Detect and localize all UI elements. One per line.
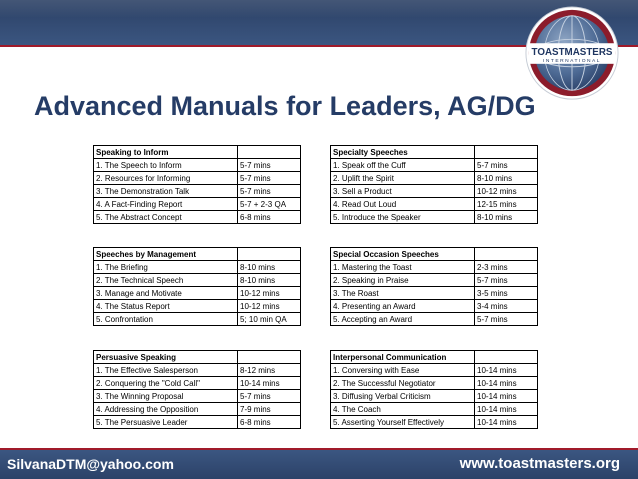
speech-name: 1. The Effective Salesperson (94, 364, 238, 377)
logo-main-text: TOASTMASTERS (531, 47, 613, 58)
speech-name: 1. Conversing with Ease (331, 364, 475, 377)
speech-name: 2. Uplift the Spirit (331, 172, 475, 185)
table-row (94, 377, 301, 390)
speech-duration: 7-9 mins (238, 403, 301, 416)
speech-name: 4. Read Out Loud (331, 198, 475, 211)
speech-name: 3. Manage and Motivate (94, 287, 238, 300)
table-heading-row (94, 351, 301, 364)
table-row (331, 300, 538, 313)
speech-duration: 5-7 mins (238, 159, 301, 172)
speech-name: 5. Asserting Yourself Effectively (331, 416, 475, 429)
table-row (331, 416, 538, 429)
manual-table-speaking-to-inform (93, 145, 301, 224)
table-row (331, 364, 538, 377)
speech-name: 4. The Coach (331, 403, 475, 416)
speech-duration: 8-10 mins (238, 274, 301, 287)
speech-name: 3. The Demonstration Talk (94, 185, 238, 198)
speech-name: 2. Conquering the "Cold Call" (94, 377, 238, 390)
footer-website: www.toastmasters.org (459, 455, 620, 472)
table-row (331, 172, 538, 185)
speech-duration: 8-10 mins (238, 261, 301, 274)
table-row (331, 287, 538, 300)
speech-duration: 8-10 mins (475, 172, 538, 185)
logo-sub-text: INTERNATIONAL (543, 58, 601, 64)
manual-table-special-occasion-speeches (330, 247, 538, 326)
speech-duration: 10-14 mins (475, 416, 538, 429)
speech-name: 3. Diffusing Verbal Criticism (331, 390, 475, 403)
table-row (331, 377, 538, 390)
table-row (331, 261, 538, 274)
speech-duration: 2-3 mins (475, 261, 538, 274)
speech-name: 2. Resources for Informing (94, 172, 238, 185)
table-row (331, 198, 538, 211)
table-row (331, 403, 538, 416)
table-row (94, 300, 301, 313)
speech-duration: 5; 10 min QA (238, 313, 301, 326)
speech-duration: 10-14 mins (475, 403, 538, 416)
speech-name: 3. The Winning Proposal (94, 390, 238, 403)
footer-email: SilvanaDTM@yahoo.com (7, 456, 174, 472)
speech-duration: 3-4 mins (475, 300, 538, 313)
speech-duration: 5-7 mins (238, 390, 301, 403)
speech-duration: 6-8 mins (238, 416, 301, 429)
table-row (94, 261, 301, 274)
speech-name: 1. Speak off the Cuff (331, 159, 475, 172)
table-row (331, 390, 538, 403)
speech-name: 2. The Successful Negotiator (331, 377, 475, 390)
speech-name: 5. Introduce the Speaker (331, 211, 475, 224)
speech-duration: 10-12 mins (238, 287, 301, 300)
table-heading-row (331, 146, 538, 159)
page-title: Advanced Manuals for Leaders, AG/DG (34, 91, 536, 121)
table-row (94, 211, 301, 224)
speech-name: 4. Presenting an Award (331, 300, 475, 313)
manual-table-speeches-by-management (93, 247, 301, 326)
speech-duration: 12-15 mins (475, 198, 538, 211)
table-row (94, 313, 301, 326)
speech-name: 5. The Persuasive Leader (94, 416, 238, 429)
table-row (94, 198, 301, 211)
speech-duration: 5-7 mins (475, 274, 538, 287)
speech-name: 1. The Speech to Inform (94, 159, 238, 172)
table-heading-row (331, 248, 538, 261)
speech-name: 4. The Status Report (94, 300, 238, 313)
speech-duration: 10-14 mins (475, 390, 538, 403)
table-row (331, 185, 538, 198)
speech-name: 3. The Roast (331, 287, 475, 300)
table-row (94, 403, 301, 416)
table-heading: Special Occasion Speeches (331, 248, 475, 261)
table-row (94, 287, 301, 300)
speech-duration: 5-7 mins (475, 313, 538, 326)
speech-duration: 5-7 mins (238, 172, 301, 185)
table-row (94, 274, 301, 287)
manual-table-interpersonal-communication (330, 350, 538, 429)
table-heading-row (94, 248, 301, 261)
table-row (94, 390, 301, 403)
speech-name: 4. Addressing the Opposition (94, 403, 238, 416)
speech-duration: 5-7 + 2-3 QA (238, 198, 301, 211)
speech-name: 5. The Abstract Concept (94, 211, 238, 224)
speech-name: 4. A Fact-Finding Report (94, 198, 238, 211)
table-heading-row (331, 351, 538, 364)
speech-duration: 10-14 mins (475, 377, 538, 390)
table-row (94, 416, 301, 429)
speech-duration: 3-5 mins (475, 287, 538, 300)
table-row (94, 172, 301, 185)
speech-duration: 10-14 mins (475, 364, 538, 377)
table-heading: Speeches by Management (94, 248, 238, 261)
table-heading: Speaking to Inform (94, 146, 238, 159)
table-heading: Specialty Speeches (331, 146, 475, 159)
speech-name: 5. Confrontation (94, 313, 238, 326)
speech-duration: 6-8 mins (238, 211, 301, 224)
speech-name: 2. The Technical Speech (94, 274, 238, 287)
speech-duration: 10-14 mins (238, 377, 301, 390)
speech-duration: 5-7 mins (238, 185, 301, 198)
table-heading: Interpersonal Communication (331, 351, 475, 364)
table-row (331, 211, 538, 224)
speech-duration: 10-12 mins (238, 300, 301, 313)
speech-name: 3. Sell a Product (331, 185, 475, 198)
table-row (331, 313, 538, 326)
manual-table-specialty-speeches (330, 145, 538, 224)
speech-name: 2. Speaking in Praise (331, 274, 475, 287)
table-row (331, 159, 538, 172)
speech-duration: 8-10 mins (475, 211, 538, 224)
table-row (94, 364, 301, 377)
speech-name: 1. Mastering the Toast (331, 261, 475, 274)
manual-table-persuasive-speaking (93, 350, 301, 429)
speech-duration: 8-12 mins (238, 364, 301, 377)
speech-duration: 10-12 mins (475, 185, 538, 198)
speech-name: 5. Accepting an Award (331, 313, 475, 326)
toastmasters-logo-icon (523, 6, 621, 104)
table-heading-row (94, 146, 301, 159)
table-heading: Persuasive Speaking (94, 351, 238, 364)
table-row (94, 159, 301, 172)
speech-name: 1. The Briefing (94, 261, 238, 274)
table-row (94, 185, 301, 198)
table-row (331, 274, 538, 287)
speech-duration: 5-7 mins (475, 159, 538, 172)
